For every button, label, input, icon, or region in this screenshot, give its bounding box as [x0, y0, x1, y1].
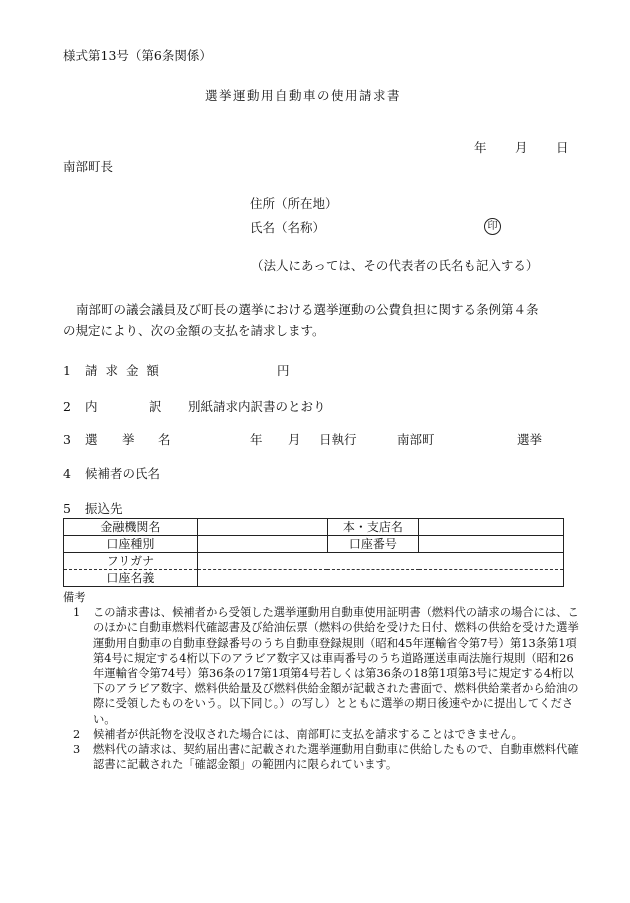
note-item [63, 727, 583, 742]
item-3-number: 3 [63, 432, 71, 447]
account-number-label: 口座番号 [327, 536, 419, 553]
note-item [63, 742, 583, 772]
item-3-label-1: 選 [85, 432, 98, 447]
bank-account-table [63, 518, 564, 587]
notes-heading: 備考 [63, 591, 86, 604]
note-text: この請求書は、候補者から受領した選挙運動用自動車使用証明書（燃料代の請求の場合には、このほかに自動車燃料代確認書及び給油伝票（燃料の供給を受けた日付、燃料の供給を受けた選挙運動用自動車の自動車登録番号のうち自動車登録規則（昭和45年運輸省令第7号）第13条第1項第4号に規定する4桁以下のアラビア数字又は車両番号のうち道路運送車両法施行規則（昭和26年運輸省令第74号）第36条の17第1項第4号若しくは第36条の18第1項第3号に規定する4桁以下のアラビア数字、燃料供給量及び燃料供給金額が記載された書面で、燃料供給業者から給油の際に受領したものをいう。以下同じ。）の写し）とともに選挙の期日後速やかに提出してください。 [93, 606, 579, 726]
item-4-number: 4 [63, 466, 71, 481]
furigana-value[interactable] [197, 553, 563, 570]
election-town: 南部町 [397, 432, 435, 447]
election-day-executed: 日執行 [319, 432, 357, 447]
corporate-note: （法人にあっては、その代表者の氏名も記入する） [251, 258, 539, 273]
note-text: 候補者が供託物を没収された場合には、南部町に支払を請求することはできません。 [93, 727, 523, 741]
account-holder-label: 口座名義 [64, 570, 198, 587]
account-type-label: 口座種別 [64, 536, 198, 553]
branch-value[interactable] [419, 519, 564, 536]
date-month: 月 [515, 140, 528, 155]
account-holder-value[interactable] [197, 570, 563, 587]
transfer-label: 振込先 [85, 501, 123, 516]
note-number: 3 [73, 743, 81, 757]
document-title: 選挙運動用自動車の使用請求書 [205, 88, 402, 103]
body-line-2: の規定により、次の金額の支払を請求します。 [63, 323, 325, 338]
note-text: 燃料代の請求は、契約届出書に記載された選挙運動用自動車に供給したもので、自動車燃料代確認書に記載された「確認金額」の範囲内に限られています。 [93, 743, 579, 772]
item-2-label-1: 内 [85, 399, 98, 414]
furigana-label: フリガナ [64, 553, 198, 570]
addressee: 南部町長 [63, 159, 114, 174]
election-type: 選挙 [517, 432, 543, 447]
item-1-number: 1 [63, 363, 71, 378]
note-number: 1 [73, 606, 81, 620]
branch-label: 本・支店名 [327, 519, 419, 536]
breakdown-value: 別紙請求内訳書のとおり [188, 399, 326, 414]
item-2-label-2: 訳 [149, 399, 162, 414]
item-2-number: 2 [63, 399, 71, 414]
item-3-label-3: 名 [158, 432, 171, 447]
account-number-value[interactable] [419, 536, 564, 553]
institution-label: 金融機関名 [64, 519, 198, 536]
election-year: 年 [250, 432, 263, 447]
address-label: 住所（所在地） [250, 196, 338, 211]
date-day: 日 [556, 140, 569, 155]
note-number: 2 [73, 727, 81, 741]
candidate-name-label: 候補者の氏名 [85, 466, 161, 481]
name-label: 氏名（名称） [250, 220, 326, 235]
date-year: 年 [474, 140, 487, 155]
item-3-label-2: 挙 [122, 432, 135, 447]
election-month: 月 [288, 432, 301, 447]
notes-section [63, 590, 583, 772]
institution-value[interactable] [197, 519, 327, 536]
amount-unit: 円 [277, 363, 290, 378]
seal-mark: 印 [484, 218, 501, 235]
form-number: 様式第13号（第6条関係） [63, 48, 212, 63]
note-item [63, 605, 583, 727]
item-5-number: 5 [63, 501, 71, 516]
item-1-label: 請 求 金 額 [85, 363, 161, 378]
body-line-1: 南部町の議会議員及び町長の選挙における選挙運動の公費負担に関する条例第４条 [76, 302, 539, 317]
account-type-value[interactable] [197, 536, 327, 553]
